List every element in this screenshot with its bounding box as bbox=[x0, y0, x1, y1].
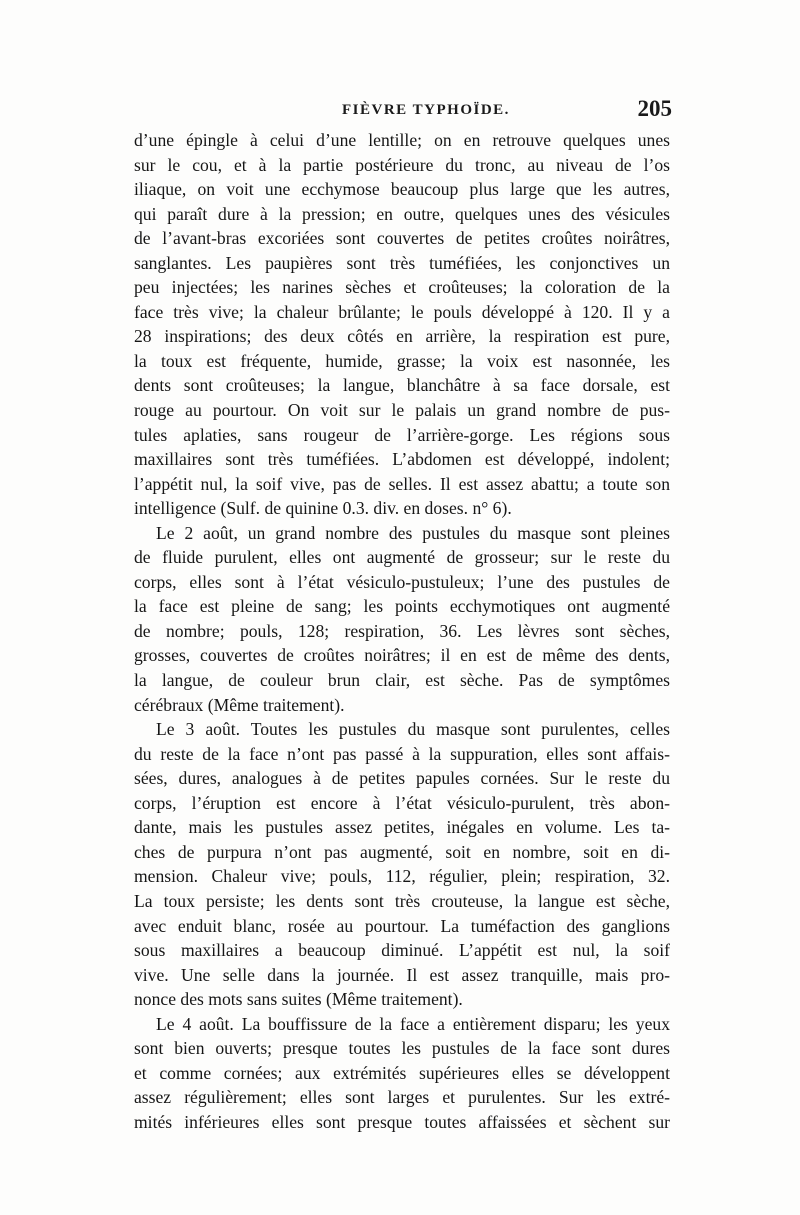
text-line: mension. Chaleur vive; pouls, 112, régulier, plein; respiration, 32. bbox=[134, 866, 670, 887]
running-title: FIÈVRE TYPHOÏDE. bbox=[342, 102, 510, 118]
text-line: rouge au pourtour. On voit sur le palais un grand nombre de pus- bbox=[134, 400, 670, 421]
text-line: la langue, de couleur brun clair, est sèche. Pas de symptômes bbox=[134, 670, 670, 691]
text-line: intelligence (Sulf. de quinine 0.3. div. en doses. n° 6). bbox=[134, 498, 512, 519]
text-line: sanglantes. Les paupières sont très tuméfiées, les conjonctives un bbox=[134, 252, 670, 273]
text-line: sées, dures, analogues à de petites papules cornées. Sur le reste du bbox=[134, 768, 670, 789]
text-line: tules aplaties, sans rougeur de l’arrière-gorge. Les régions sous bbox=[134, 424, 670, 445]
text-line: vive. Une selle dans la journée. Il est assez tranquille, mais pro- bbox=[134, 964, 670, 985]
text-line: l’appétit nul, la soif vive, pas de selles. Il est assez abattu; a toute son bbox=[134, 473, 670, 494]
text-line: peu injectées; les narines sèches et croûteuses; la coloration de la bbox=[134, 277, 670, 298]
text-line: sont bien ouverts; presque toutes les pustules de la face sont dures bbox=[134, 1038, 670, 1059]
text-line: corps, l’éruption est encore à l’état vésiculo-purulent, très abon- bbox=[134, 792, 670, 813]
text-line: cérébraux (Même traitement). bbox=[134, 694, 345, 715]
text-line: qui paraît dure à la pression; en outre, quelques unes des vésicules bbox=[134, 203, 670, 224]
text-line: 28 inspirations; des deux côtés en arrière, la respiration est pure, bbox=[134, 326, 670, 347]
text-line: avec enduit blanc, rosée au pourtour. La tuméfaction des ganglions bbox=[134, 915, 670, 936]
text-line: la face est pleine de sang; les points ecchymotiques ont augmenté bbox=[134, 596, 670, 617]
text-line: iliaque, on voit une ecchymose beaucoup plus large que les autres, bbox=[134, 179, 670, 200]
text-line: Le 2 août, un grand nombre des pustules du masque sont pleines bbox=[156, 522, 670, 543]
text-line: maxillaires sont très tuméfiées. L’abdomen est développé, indolent; bbox=[134, 449, 670, 470]
body-text bbox=[134, 128, 670, 1134]
text-line: mités inférieures elles sont presque toutes affaissées et sèchent sur bbox=[134, 1111, 670, 1132]
text-line: La toux persiste; les dents sont très crouteuse, la langue est sèche, bbox=[134, 890, 670, 911]
page-header bbox=[132, 96, 672, 126]
text-line: et comme cornées; aux extrémités supérieures elles se développent bbox=[134, 1062, 670, 1083]
text-line: corps, elles sont à l’état vésiculo-pustuleux; l’une des pustules de bbox=[134, 571, 670, 592]
text-line: d’une épingle à celui d’une lentille; on en retrouve quelques unes bbox=[134, 130, 670, 150]
text-line: du reste de la face n’ont pas passé à la suppuration, elles sont affais- bbox=[134, 743, 670, 764]
text-line: la toux est fréquente, humide, grasse; la voix est nasonnée, les bbox=[134, 350, 670, 371]
text-line: de nombre; pouls, 128; respiration, 36. Les lèvres sont sèches, bbox=[134, 620, 670, 641]
text-line: Le 4 août. La bouffissure de la face a entièrement disparu; les yeux bbox=[156, 1013, 670, 1034]
page-number: 205 bbox=[637, 96, 672, 121]
text-line: grosses, couvertes de croûtes noirâtres; il en est de même des dents, bbox=[134, 645, 670, 666]
text-line: Le 3 août. Toutes les pustules du masque sont purulentes, celles bbox=[156, 719, 670, 740]
text-line: de fluide purulent, elles ont augmenté de grosseur; sur le reste du bbox=[134, 547, 670, 568]
text-line: sur le cou, et à la partie postérieure du tronc, au niveau de l’os bbox=[134, 154, 670, 175]
text-line: dante, mais les pustules assez petites, inégales en volume. Les ta- bbox=[134, 817, 670, 838]
text-line: face très vive; la chaleur brûlante; le pouls développé à 120. Il y a bbox=[134, 301, 670, 322]
text-line: de l’avant-bras excoriées sont couvertes de petites croûtes noirâtres, bbox=[134, 228, 670, 249]
text-line: sous maxillaires a beaucoup diminué. L’appétit est nul, la soif bbox=[134, 940, 670, 961]
text-line: ches de purpura n’ont pas augmenté, soit en nombre, soit en di- bbox=[134, 841, 670, 862]
text-line: dents sont croûteuses; la langue, blanchâtre à sa face dorsale, est bbox=[134, 375, 670, 396]
text-line: assez régulièrement; elles sont larges et purulentes. Sur les extré- bbox=[134, 1087, 670, 1108]
text-line: nonce des mots sans suites (Même traitement). bbox=[134, 989, 463, 1010]
